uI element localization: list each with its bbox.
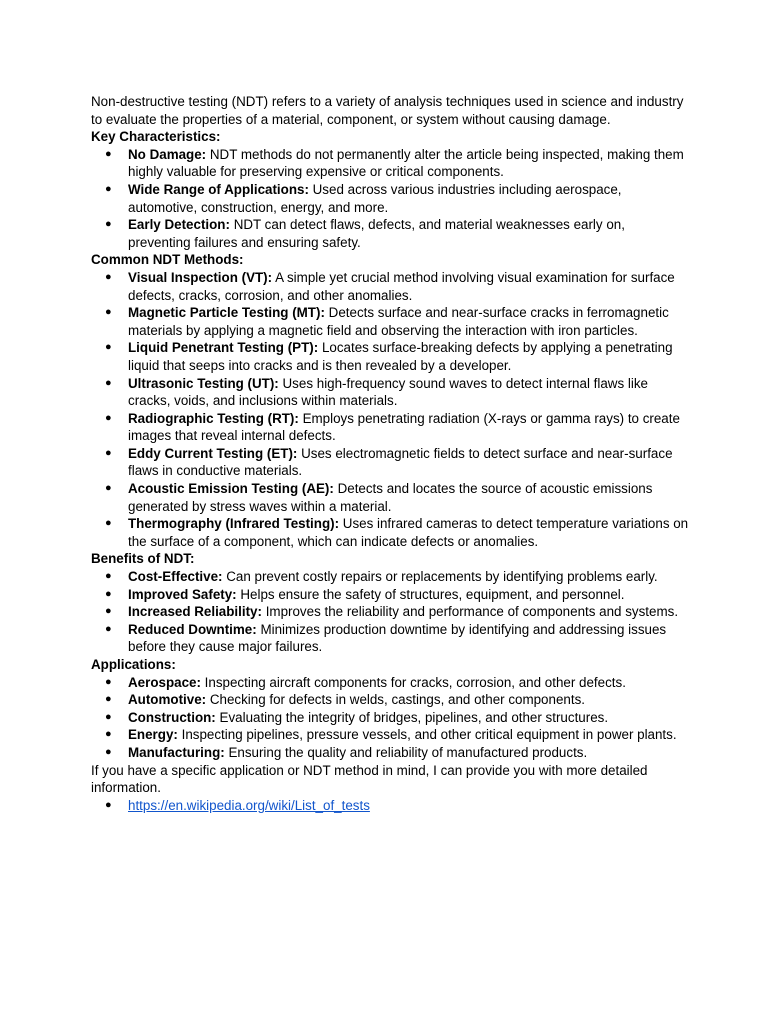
item-description: Helps ensure the safety of structures, equipment, and personnel. <box>240 586 625 602</box>
bullet-icon: ● <box>105 570 112 583</box>
item-description: Inspecting aircraft components for cracks, corrosion, and other defects. <box>204 674 626 690</box>
bullet-icon: ● <box>105 693 112 706</box>
list-item <box>91 691 691 709</box>
list-item <box>91 480 691 515</box>
item-description: Uses infrared cameras to detect temperature variations on the surface of a component, which can indicate defects or anomalies. <box>128 516 689 549</box>
sections-container <box>91 128 691 761</box>
list-item <box>91 304 691 339</box>
bullet-icon: ● <box>105 605 112 618</box>
item-term: Automotive: <box>128 692 207 708</box>
list-item <box>91 797 691 815</box>
item-term: Improved Safety: <box>128 586 237 602</box>
item-description: Can prevent costly repairs or replacements by identifying problems early. <box>226 569 658 585</box>
list-item <box>91 146 691 181</box>
item-description: Locates surface-breaking defects by applying a penetrating liquid that seeps into cracks and is then revealed by a developer. <box>128 340 673 373</box>
section-heading: Applications: <box>91 657 176 672</box>
item-term: Reduced Downtime: <box>128 621 257 637</box>
item-description: Checking for defects in welds, castings, and other components. <box>209 692 585 708</box>
item-term: Acoustic Emission Testing (AE): <box>128 481 334 497</box>
list-item <box>91 744 691 762</box>
list-item <box>91 339 691 374</box>
item-description: Detects surface and near-surface cracks in ferromagnetic materials by applying a magnetic field and observing the interaction with iron particles. <box>128 305 669 338</box>
bullet-icon: ● <box>105 517 112 530</box>
section-heading: Benefits of NDT: <box>91 551 195 567</box>
bullet-icon: ● <box>105 675 112 688</box>
list-item <box>91 709 691 727</box>
list-item <box>91 568 691 586</box>
item-description: Improves the reliability and performance of components and systems. <box>265 604 679 620</box>
item-term: No Damage: <box>128 146 207 162</box>
item-term: Aerospace: <box>128 674 201 690</box>
list-item <box>91 269 691 304</box>
list-item <box>91 726 691 744</box>
closing-paragraph: If you have a specific application or NDT method in mind, I can provide you with more detailed information. <box>91 762 648 796</box>
list-item <box>91 621 691 656</box>
item-description: A simple yet crucial method involving visual examination for surface defects, cracks, corrosion, and other anomalies. <box>128 269 675 303</box>
item-description: NDT can detect flaws, defects, and material weaknesses early on, preventing failures and ensuring safety. <box>128 217 625 250</box>
bullet-icon: ● <box>105 587 112 600</box>
section-heading: Common NDT Methods: <box>91 252 244 268</box>
item-term: Thermography (Infrared Testing): <box>128 516 340 532</box>
list-item <box>91 603 691 621</box>
item-term: Liquid Penetrant Testing (PT): <box>128 340 319 356</box>
item-term: Increased Reliability: <box>128 604 262 620</box>
item-description: Ensuring the quality and reliability of manufactured products. <box>228 744 588 760</box>
item-term: Early Detection: <box>128 217 230 233</box>
bullet-list <box>91 146 691 252</box>
document-page <box>91 93 691 814</box>
list-item <box>91 181 691 216</box>
item-description: Evaluating the integrity of bridges, pipelines, and other structures. <box>219 709 609 725</box>
item-description: Detects and locates the source of acoustic emissions generated by stress waves within a material. <box>128 481 653 514</box>
list-item <box>91 216 691 251</box>
bullet-list <box>91 674 691 762</box>
item-description: Minimizes production downtime by identifying and addressing issues before they cause major failures. <box>128 621 667 655</box>
item-term: Cost-Effective: <box>128 569 223 585</box>
bullet-icon: ● <box>105 728 112 741</box>
bullet-icon: ● <box>105 147 112 160</box>
bullet-icon: ● <box>105 341 112 354</box>
item-description: Used across various industries including aerospace, automotive, construction, energy, and more. <box>128 181 622 215</box>
bullet-icon: ● <box>105 411 112 424</box>
bullet-list <box>91 568 691 656</box>
list-item <box>91 674 691 692</box>
bullet-icon: ● <box>105 376 112 389</box>
item-term: Construction: <box>128 709 216 725</box>
list-item <box>91 375 691 410</box>
link-list <box>91 797 691 815</box>
bullet-icon: ● <box>105 218 112 231</box>
item-description: Uses electromagnetic fields to detect surface and near-surface flaws in conductive materials. <box>128 445 673 479</box>
section-heading: Key Characteristics: <box>91 129 221 145</box>
item-description: Employs penetrating radiation (X-rays or gamma rays) to create images that reveal internal defects. <box>128 410 680 444</box>
list-item <box>91 515 691 550</box>
item-term: Wide Range of Applications: <box>128 181 309 197</box>
intro-paragraph: Non-destructive testing (NDT) refers to a variety of analysis techniques used in science and industry to evaluate the properties of a material, component, or system without causing damage. <box>91 94 684 127</box>
bullet-icon: ● <box>105 798 112 811</box>
item-term: Radiographic Testing (RT): <box>128 410 299 426</box>
item-term: Manufacturing: <box>128 744 225 760</box>
item-term: Visual Inspection (VT): <box>128 269 273 285</box>
bullet-icon: ● <box>105 446 112 459</box>
bullet-icon: ● <box>105 622 112 635</box>
bullet-icon: ● <box>105 482 112 495</box>
item-term: Energy: <box>128 727 178 743</box>
item-term: Magnetic Particle Testing (MT): <box>128 305 325 321</box>
item-description: Uses high-frequency sound waves to detect internal flaws like cracks, voids, and inclusions within materials. <box>128 375 648 409</box>
item-term: Ultrasonic Testing (UT): <box>128 375 279 391</box>
reference-link[interactable]: https://en.wikipedia.org/wiki/List_of_tests <box>128 797 370 813</box>
item-description: Inspecting pipelines, pressure vessels, and other critical equipment in power plants. <box>181 727 677 743</box>
list-item <box>91 586 691 604</box>
item-term: Eddy Current Testing (ET): <box>128 445 298 461</box>
bullet-icon: ● <box>105 270 112 283</box>
bullet-list <box>91 269 691 551</box>
list-item <box>91 445 691 480</box>
bullet-icon: ● <box>105 710 112 723</box>
item-description: NDT methods do not permanently alter the article being inspected, making them highly valuable for preserving expensive or critical components. <box>128 146 684 180</box>
list-item <box>91 410 691 445</box>
bullet-icon: ● <box>105 306 112 319</box>
bullet-icon: ● <box>105 745 112 758</box>
bullet-icon: ● <box>105 182 112 195</box>
